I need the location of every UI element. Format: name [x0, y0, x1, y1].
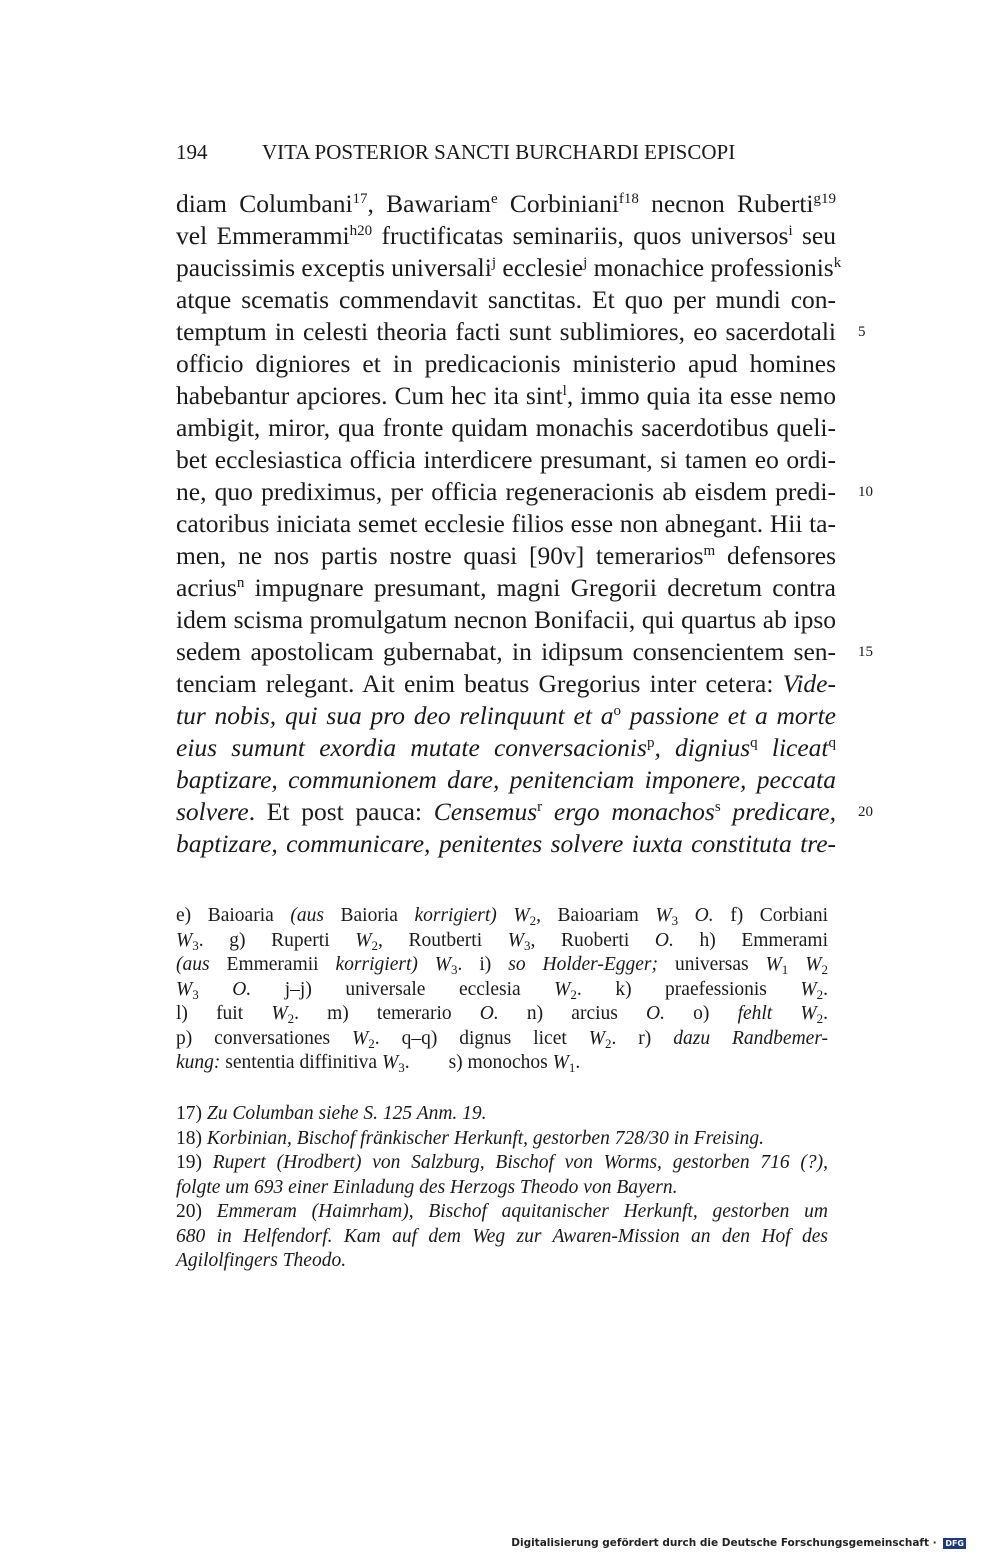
apparatus-line: e) Baioaria (aus Baioria korrigiert) $W_2$, Baioariam $W_3$ O. f) Corbiani	[176, 905, 828, 928]
text-line: temptum in celesti theoria facti sunt sublimiores, eo sacerdotali 5	[176, 316, 836, 348]
line-number: 10	[858, 484, 873, 500]
text-line: solvere. Et post pauca: Censemus$^r$ ergo monachos$^s$ predicare, 20	[176, 796, 836, 828]
apparatus-line: $W_3$. g) Ruperti $W_2$, Routberti $W_3$, Ruoberti O. h) Emmerami	[176, 929, 828, 953]
footnote-line: 19) Rupert (Hrodbert) von Salzburg, Bischof von Worms, gestorben 716 (?),	[176, 1152, 828, 1173]
text-line: bet ecclesiastica officia interdicere presumant, si tamen eo ordi-	[176, 445, 836, 474]
text-line: officio digniores et in predicacionis ministerio apud homines	[176, 349, 836, 378]
funding-credit: Digitalisierung gefördert durch die Deutsche Forschungsgemeinschaft · DFG	[511, 1537, 964, 1549]
text-line: baptizare, communionem dare, penitenciam imponere, peccata	[176, 765, 836, 794]
dfg-logo: DFG	[945, 1538, 964, 1548]
footnote-line: 18) Korbinian, Bischof fränkischer Herkunft, gestorben 728/30 in Freising.	[176, 1127, 765, 1149]
text-line: tenciam relegant. Ait enim beatus Gregorius inter cetera: Vide-	[176, 669, 836, 698]
page-number: 194	[176, 140, 208, 164]
footnote-line: 680 in Helfendorf. Kam auf dem Weg zur Awaren-Mission an den Hof des	[176, 1225, 828, 1247]
text-line: men, ne nos partis nostre quasi [90v] temerarios$^m$ defensores	[176, 541, 836, 570]
footnotes	[176, 1102, 828, 1274]
text-line: ambigit, miror, qua fronte quidam monachis sacerdotibus queli-	[176, 413, 836, 442]
line-number: 5	[858, 324, 866, 340]
footnote-line: 20) Emmeram (Haimrham), Bischof aquitanischer Herkunft, gestorben um	[176, 1201, 828, 1222]
funding-credit-text: Digitalisierung gefördert durch die Deutsche Forschungsgemeinschaft	[511, 1537, 930, 1549]
text-line: idem scisma promulgatum necnon Bonifacii, qui quartus ab ipso	[176, 605, 836, 634]
footnote-line: 17) Zu Columban siehe S. 125 Anm. 19.	[176, 1103, 487, 1124]
critical-apparatus	[176, 904, 828, 1076]
apparatus-line: p) conversationes $W_2$. q–q) dignus licet $W_2$. r) dazu Randbemer-	[176, 1027, 829, 1051]
text-line: acrius$^n$ impugnare presumant, magni Gregorii decretum contra	[176, 573, 836, 602]
apparatus-line: (aus Emmeramii korrigiert) $W_3$. i) so Holder-Egger; universas $W_1$ $W_2$	[176, 954, 828, 977]
text-line: catoribus iniciata semet ecclesie filios esse non abnegant. Hii ta-	[176, 509, 836, 538]
text-line: sedem apostolicam gubernabat, in idipsum consencientem sen- 15	[176, 636, 836, 668]
text-line: paucissimis exceptis universali$^j$ ecclesie$^j$ monachice professionis$^k$	[176, 253, 842, 282]
footnote-line: folgte um 693 einer Einladung des Herzogs Theodo von Bayern.	[176, 1176, 678, 1198]
main-text	[176, 188, 873, 860]
running-title: VITA POSTERIOR SANCTI BURCHARDI EPISCOPI	[262, 140, 736, 164]
footnote-line: Agilolfingers Theodo.	[176, 1250, 347, 1271]
text-line: habebantur apciores. Cum hec ita sint$^l$, immo quia ita esse nemo	[176, 381, 836, 410]
text-line: tur nobis, qui sua pro deo relinquunt et $a^o$ passione et a morte	[176, 701, 836, 730]
running-header	[176, 140, 836, 165]
text-line: atque scematis commendavit sanctitas. Et quo per mundi con-	[176, 285, 836, 314]
line-number: 20	[858, 804, 873, 820]
apparatus-line: l) fuit $W_2$. m) temerario O. n) arcius O. o) fehlt $W_2$.	[176, 1003, 828, 1026]
text-line: baptizare, communicare, penitentes solvere iuxta constituta tre-	[176, 829, 836, 858]
text-line: eius sumunt exordia mutate conversacionis$^p$, dignius$^q$ liceat$^q$	[176, 733, 836, 762]
text-line: ne, quo prediximus, per officia regeneracionis ab eisdem predi- 10	[176, 476, 836, 508]
text-line: diam Columbani$^{17}$, Bawariam$^e$ Corbiniani$^{f18}$ necnon Ruberti$^{g19}$	[176, 189, 836, 218]
apparatus-line: kung: sententia diffinitiva $W_3$. s) monochos $W_1$.	[176, 1052, 581, 1075]
apparatus-line: $W_3$ O. j–j) universale ecclesia $W_2$. k) praefessionis $W_2$.	[176, 978, 828, 1002]
text-line: vel Emmerammi$^{h20}$ fructificatas seminariis, quos universos$^i$ seu	[176, 221, 836, 250]
line-number: 15	[858, 644, 873, 660]
